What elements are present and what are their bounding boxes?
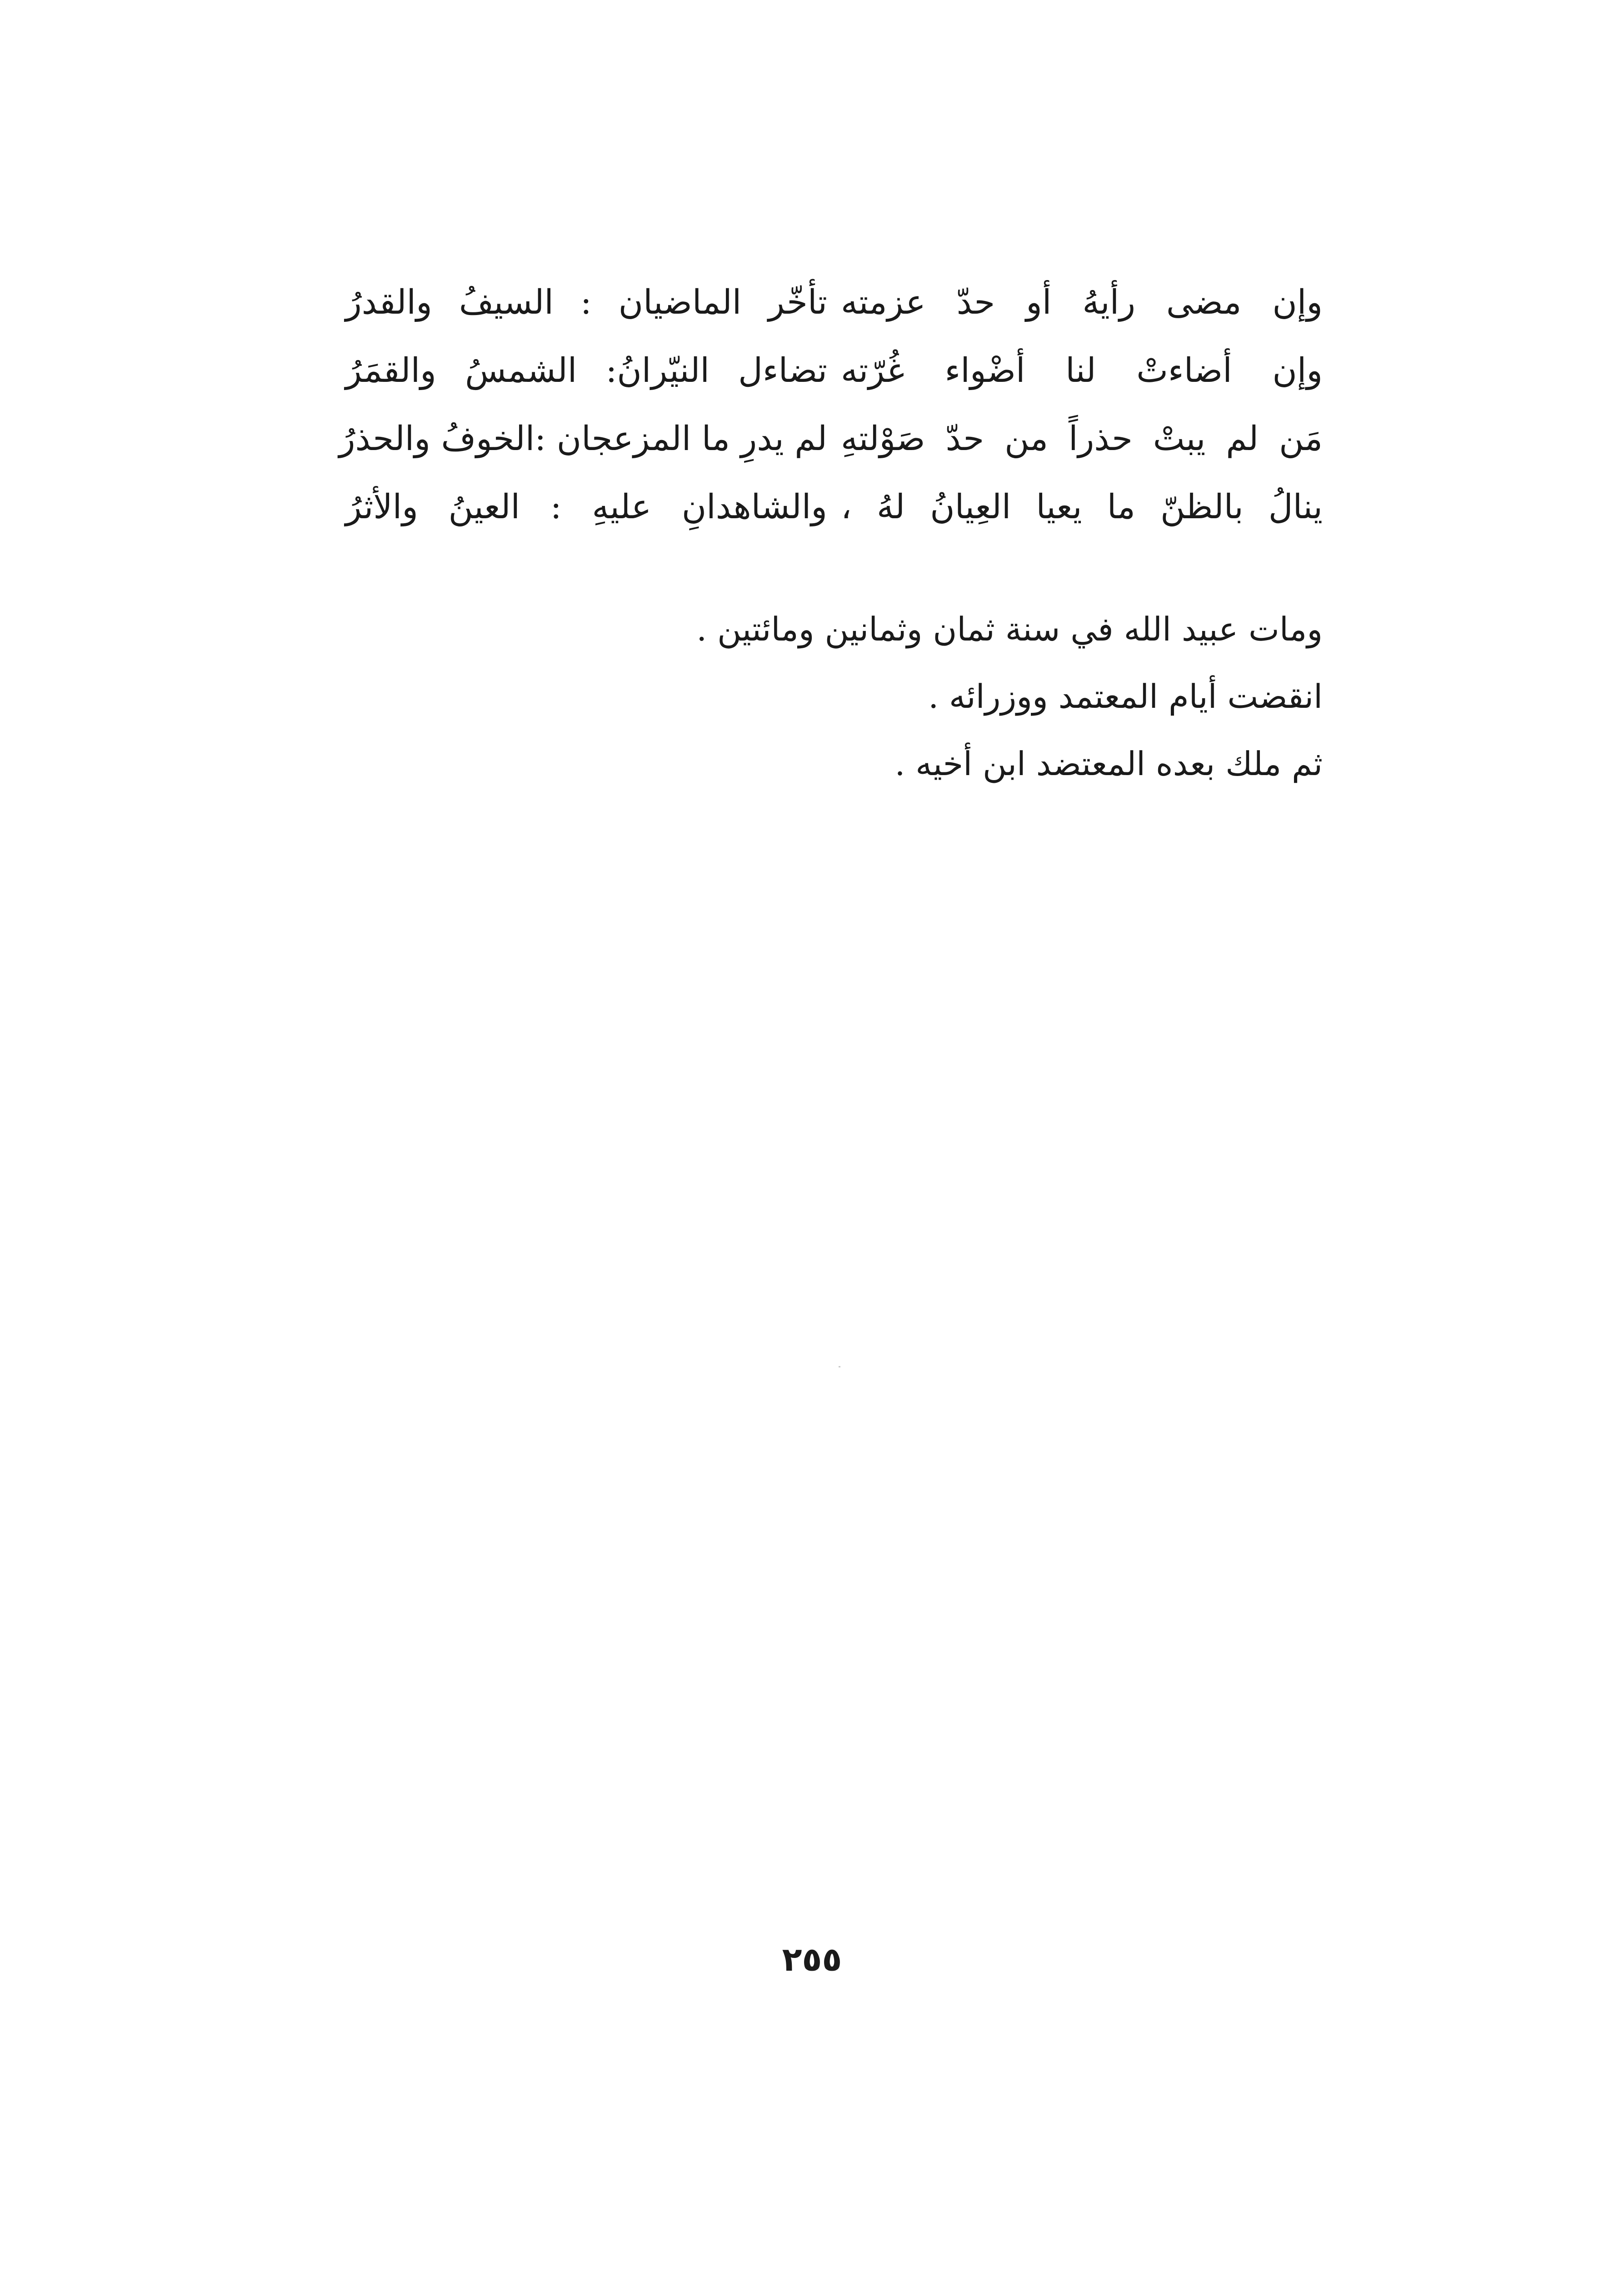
verse-1 [345, 268, 1323, 336]
verse-3-first-hemistich: مَن لم يبتْ حذراً من حدّ صَوْلتهِ [841, 419, 1323, 458]
verse-2 [345, 336, 1323, 405]
page-number: ٢٥٥ [782, 1940, 842, 1978]
verse-4 [345, 473, 1323, 541]
verse-2-second-hemistich: تضاءل النيّرانُ: الشمسُ والقمَرُ [345, 351, 827, 390]
prose-line-3: ثم ملك بعده المعتضد ابن أخيه . [894, 745, 1323, 783]
verse-2-first-hemistich: وإن أضاءتْ لنا أضْواء غُرّته [841, 351, 1323, 390]
verse-4-first-hemistich: ينالُ بالظنّ ما يعيا العِيانُ لهُ ، [841, 487, 1323, 526]
prose-line-2: انقضت أيام المعتمد ووزرائه . [928, 677, 1323, 716]
verse-1-second-hemistich: تأخّر الماضيان : السيفُ والقدرُ [345, 283, 827, 322]
verse-1-first-hemistich: وإن مضى رأيهُ أو حدّ عزمته [841, 283, 1323, 322]
verse-3 [339, 405, 1323, 473]
prose-block [345, 596, 1323, 797]
poem-block [339, 268, 1323, 541]
verse-4-second-hemistich: والشاهدانِ عليهِ : العينُ والأثرُ [345, 487, 827, 526]
scan-speck [839, 1366, 840, 1367]
verse-3-second-hemistich: لم يدرِ ما المزعجان :الخوفُ والحذرُ [339, 419, 827, 458]
prose-line-1: ومات عبيد الله في سنة ثمان وثمانين ومائتين . [696, 610, 1323, 648]
